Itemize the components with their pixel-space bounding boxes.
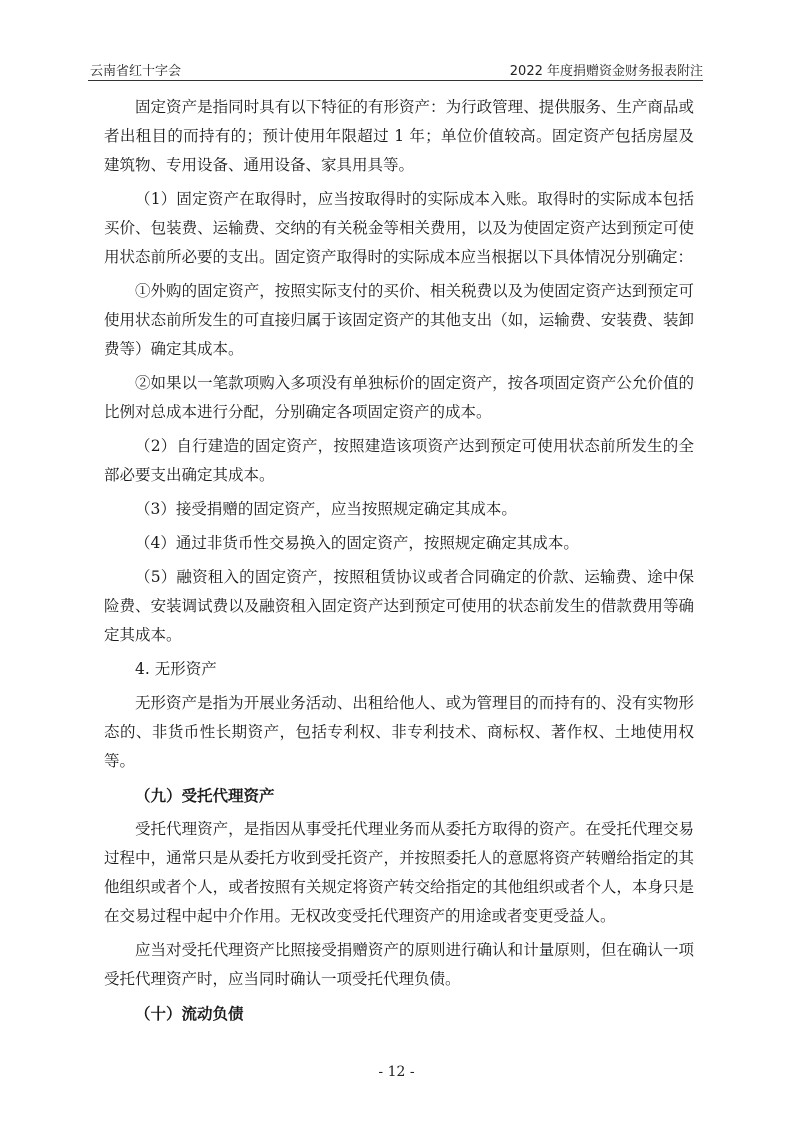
paragraph-entrusted-assets-recognition: 应当对受托代理资产比照接受捐赠资产的原则进行确认和计量原则，但在确认一项受托代理资产时，应当同时确认一项受托代理负债。 <box>104 941 694 988</box>
paragraph-fixed-assets-item-3: （3）接受捐赠的固定资产，应当按照规定确定其成本。 <box>135 500 517 518</box>
header-divider <box>88 80 703 81</box>
page-header <box>88 58 703 80</box>
heading-entrusted-assets: （九）受托代理资产 <box>135 786 275 805</box>
paragraph-bundled-purchase: ②如果以一笔款项购入多项没有单独标价的固定资产，按各项固定资产公允价值的比例对总成本进行分配，分别确定各项固定资产的成本。 <box>104 374 694 421</box>
paragraph-intangible-assets: 无形资产是指为开展业务活动、出租给他人、或为管理目的而持有的、没有实物形态的、非货币性长期资产，包括专利权、非专利技术、商标权、著作权、土地使用权等。 <box>104 694 694 770</box>
paragraph-fixed-assets-item-2: （2）自行建造的固定资产，按照建造该项资产达到预定可使用状态前所发生的全部必要支出确定其成本。 <box>104 437 694 484</box>
paragraph-fixed-assets-definition: 固定资产是指同时具有以下特征的有形资产：为行政管理、提供服务、生产商品或者出租目的而持有的；预计使用年限超过 1 年；单位价值较高。固定资产包括房屋及建筑物、专用设备、通用设备、家具用具等。 <box>104 98 694 174</box>
heading-intangible-assets: 4. 无形资产 <box>135 660 217 678</box>
document-body <box>104 93 694 1033</box>
document-title: 2022 年度捐赠资金财务报表附注 <box>509 64 703 79</box>
paragraph-fixed-assets-item-4: （4）通过非货币性交易换入的固定资产，按照规定确定其成本。 <box>135 534 579 552</box>
paragraph-fixed-assets-item-1: （1）固定资产在取得时，应当按取得时的实际成本入账。取得时的实际成本包括买价、包装费、运输费、交纳的有关税金等相关费用，以及为使固定资产达到预定可使用状态前所必要的支出。固定资产取得时的实际成本应当根据以下具体情况分别确定： <box>104 190 694 266</box>
organization-name: 云南省红十字会 <box>90 64 182 79</box>
heading-current-liabilities: （十）流动负债 <box>135 1004 244 1023</box>
page-number: - 12 - <box>378 1064 415 1080</box>
paragraph-entrusted-assets-definition: 受托代理资产，是指因从事受托代理业务而从委托方取得的资产。在受托代理交易过程中，通常只是从委托方收到受托资产，并按照委托人的意愿将资产转赠给指定的其他组织或者个人，或者按照有关规定将资产转交给指定的其他组织或者个人，本身只是在交易过程中起中介作用。无权改变受托代理资产的用途或者变更受益人。 <box>104 820 694 925</box>
paragraph-fixed-assets-item-5: （5）融资租入的固定资产，按照租赁协议或者合同确定的价款、运输费、途中保险费、安装调试费以及融资租入固定资产达到预定可使用的状态前发生的借款费用等确定其成本。 <box>104 568 694 644</box>
paragraph-purchased-assets: ①外购的固定资产，按照实际支付的买价、相关税费以及为使固定资产达到预定可使用状态前所发生的可直接归属于该固定资产的其他支出（如，运输费、安装费、装卸费等）确定其成本。 <box>104 282 694 358</box>
